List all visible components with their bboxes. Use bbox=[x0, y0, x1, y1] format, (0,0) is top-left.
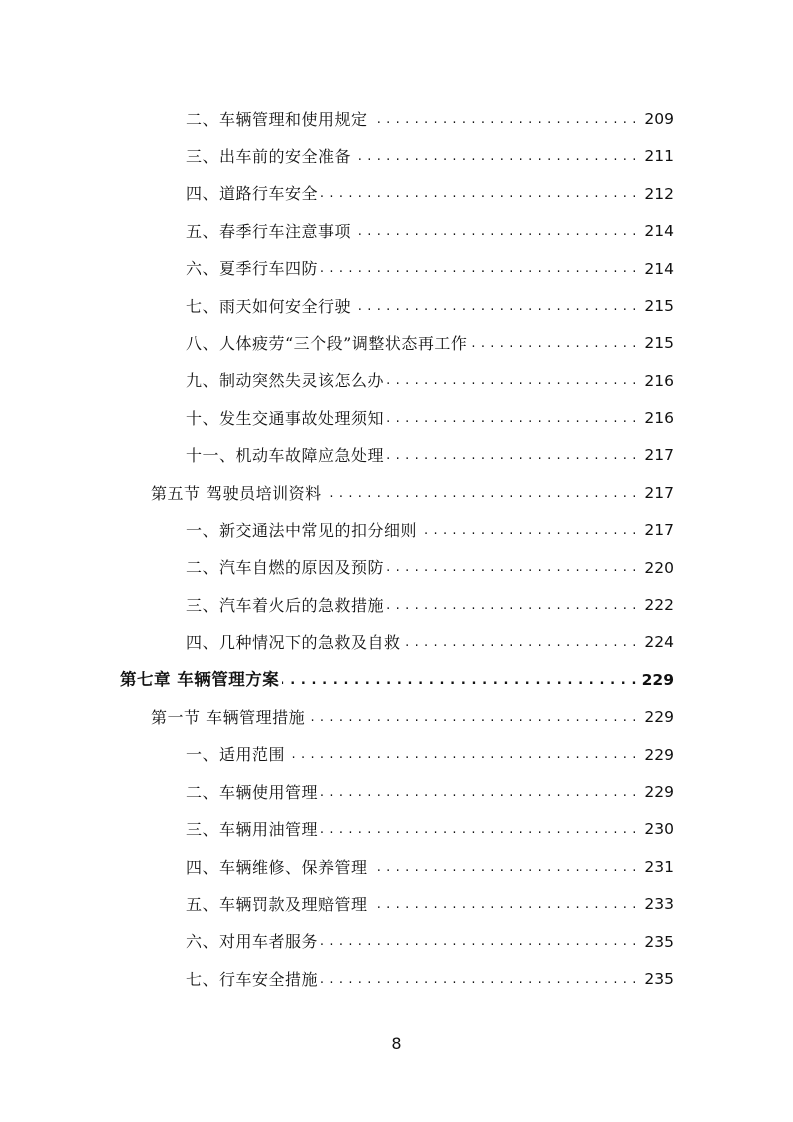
toc-entry[interactable] bbox=[0, 961, 793, 998]
toc-entry-page: 224 bbox=[644, 633, 674, 652]
toc-chapter-entry[interactable] bbox=[0, 662, 793, 699]
toc-dot-leader bbox=[321, 260, 637, 278]
toc-dot-leader bbox=[470, 335, 637, 353]
toc-entry-title: 九、制动突然失灵该怎么办 bbox=[186, 371, 385, 391]
toc-entry[interactable] bbox=[0, 737, 793, 774]
toc-entry[interactable] bbox=[0, 325, 793, 362]
toc-entry-title: 第一节 车辆管理措施 bbox=[151, 707, 306, 727]
toc-entry[interactable] bbox=[0, 400, 793, 437]
toc-entry-page: 230 bbox=[644, 820, 674, 839]
toc-entry-page: 215 bbox=[644, 296, 674, 315]
toc-entry[interactable] bbox=[0, 101, 793, 138]
toc-entry[interactable] bbox=[0, 251, 793, 288]
toc-entry-page: 216 bbox=[644, 409, 674, 428]
toc-dot-leader bbox=[321, 784, 637, 802]
toc-entry-page: 229 bbox=[641, 670, 674, 689]
toc-dot-leader bbox=[321, 971, 637, 989]
toc-dot-leader bbox=[325, 485, 637, 503]
toc-dot-leader bbox=[404, 634, 637, 652]
toc-entry-page: 217 bbox=[644, 446, 674, 465]
toc-entry[interactable] bbox=[0, 886, 793, 923]
toc-entry-title: 四、车辆维修、保养管理 bbox=[186, 857, 368, 877]
toc-dot-leader bbox=[371, 896, 637, 914]
toc-entry-page: 214 bbox=[644, 259, 674, 278]
toc-entry-page: 220 bbox=[644, 558, 674, 577]
toc-dot-leader bbox=[420, 522, 637, 540]
toc-entry-title: 二、车辆使用管理 bbox=[186, 782, 319, 802]
toc-entry-title: 七、雨天如何安全行驶 bbox=[186, 296, 352, 316]
toc-dot-leader bbox=[354, 223, 637, 241]
toc-entry-page: 233 bbox=[644, 895, 674, 914]
toc-entry[interactable] bbox=[0, 176, 793, 213]
toc-dot-leader bbox=[282, 672, 637, 690]
toc-dot-leader bbox=[321, 185, 637, 203]
toc-dot-leader bbox=[387, 410, 637, 428]
page-number: 8 bbox=[391, 1034, 402, 1053]
toc-entry-page: 215 bbox=[644, 334, 674, 353]
toc-entry[interactable] bbox=[0, 438, 793, 475]
toc-entry-page: 214 bbox=[644, 222, 674, 241]
toc-entry[interactable] bbox=[0, 811, 793, 848]
toc-entry-page: 209 bbox=[644, 109, 674, 128]
toc-entry-page: 231 bbox=[644, 857, 674, 876]
toc-dot-leader bbox=[321, 821, 637, 839]
toc-entry-title: 四、道路行车安全 bbox=[186, 184, 319, 204]
toc-entry-page: 212 bbox=[644, 184, 674, 203]
toc-entry-title: 二、车辆管理和使用规定 bbox=[186, 109, 368, 129]
toc-entry[interactable] bbox=[0, 363, 793, 400]
toc-entry-page: 217 bbox=[644, 521, 674, 540]
toc-entry[interactable] bbox=[0, 550, 793, 587]
toc-entry-title: 十、发生交通事故处理须知 bbox=[186, 408, 385, 428]
toc-entry-page: 229 bbox=[644, 708, 674, 727]
toc-entry-page: 229 bbox=[644, 745, 674, 764]
toc-entry-title: 一、新交通法中常见的扣分细则 bbox=[186, 520, 418, 540]
toc-dot-leader bbox=[321, 933, 637, 951]
toc-entry[interactable] bbox=[0, 587, 793, 624]
toc-entry-page: 235 bbox=[644, 969, 674, 988]
toc-entry-page: 217 bbox=[644, 483, 674, 502]
toc-entry[interactable] bbox=[0, 624, 793, 661]
toc-entry-title: 六、对用车者服务 bbox=[186, 932, 319, 952]
toc-entry[interactable] bbox=[0, 288, 793, 325]
toc-entry-title: 七、行车安全措施 bbox=[186, 969, 319, 989]
toc-entry[interactable] bbox=[0, 849, 793, 886]
toc-section-entry[interactable] bbox=[0, 475, 793, 512]
toc-entry-page: 229 bbox=[644, 782, 674, 801]
toc-entry[interactable] bbox=[0, 774, 793, 811]
toc-dot-leader bbox=[371, 111, 637, 129]
toc-entry[interactable] bbox=[0, 512, 793, 549]
toc-dot-leader bbox=[387, 372, 637, 390]
toc-entry-page: 222 bbox=[644, 596, 674, 615]
toc-entry-title: 五、车辆罚款及理赔管理 bbox=[186, 894, 368, 914]
toc-dot-leader bbox=[354, 298, 637, 316]
toc-entry-title: 二、汽车自燃的原因及预防 bbox=[186, 558, 385, 578]
toc-entry-title: 第七章 车辆管理方案 bbox=[120, 670, 280, 690]
toc-entry-title: 八、人体疲劳“三个段”调整状态再工作 bbox=[186, 334, 468, 354]
toc-dot-leader bbox=[371, 859, 637, 877]
toc-entry-title: 第五节 驾驶员培训资料 bbox=[151, 483, 322, 503]
toc-entry-title: 一、适用范围 bbox=[186, 745, 286, 765]
toc-dot-leader bbox=[387, 597, 637, 615]
toc-dot-leader bbox=[387, 447, 637, 465]
toc-entry-page: 211 bbox=[644, 147, 674, 166]
toc-entry-page: 216 bbox=[644, 371, 674, 390]
toc-dot-leader bbox=[288, 746, 637, 764]
toc-entry-title: 十一、机动车故障应急处理 bbox=[186, 446, 385, 466]
table-of-contents bbox=[0, 101, 793, 998]
toc-entry-title: 六、夏季行车四防 bbox=[186, 259, 319, 279]
toc-entry[interactable] bbox=[0, 138, 793, 175]
toc-section-entry[interactable] bbox=[0, 699, 793, 736]
toc-entry-page: 235 bbox=[644, 932, 674, 951]
toc-entry[interactable] bbox=[0, 924, 793, 961]
toc-dot-leader bbox=[308, 709, 637, 727]
toc-entry-title: 五、春季行车注意事项 bbox=[186, 221, 352, 241]
toc-entry-title: 四、几种情况下的急救及自救 bbox=[186, 633, 401, 653]
toc-entry-title: 三、汽车着火后的急救措施 bbox=[186, 595, 385, 615]
toc-dot-leader bbox=[354, 148, 637, 166]
toc-dot-leader bbox=[387, 559, 637, 577]
toc-entry-title: 三、出车前的安全准备 bbox=[186, 147, 352, 167]
toc-entry-title: 三、车辆用油管理 bbox=[186, 820, 319, 840]
toc-entry[interactable] bbox=[0, 213, 793, 250]
